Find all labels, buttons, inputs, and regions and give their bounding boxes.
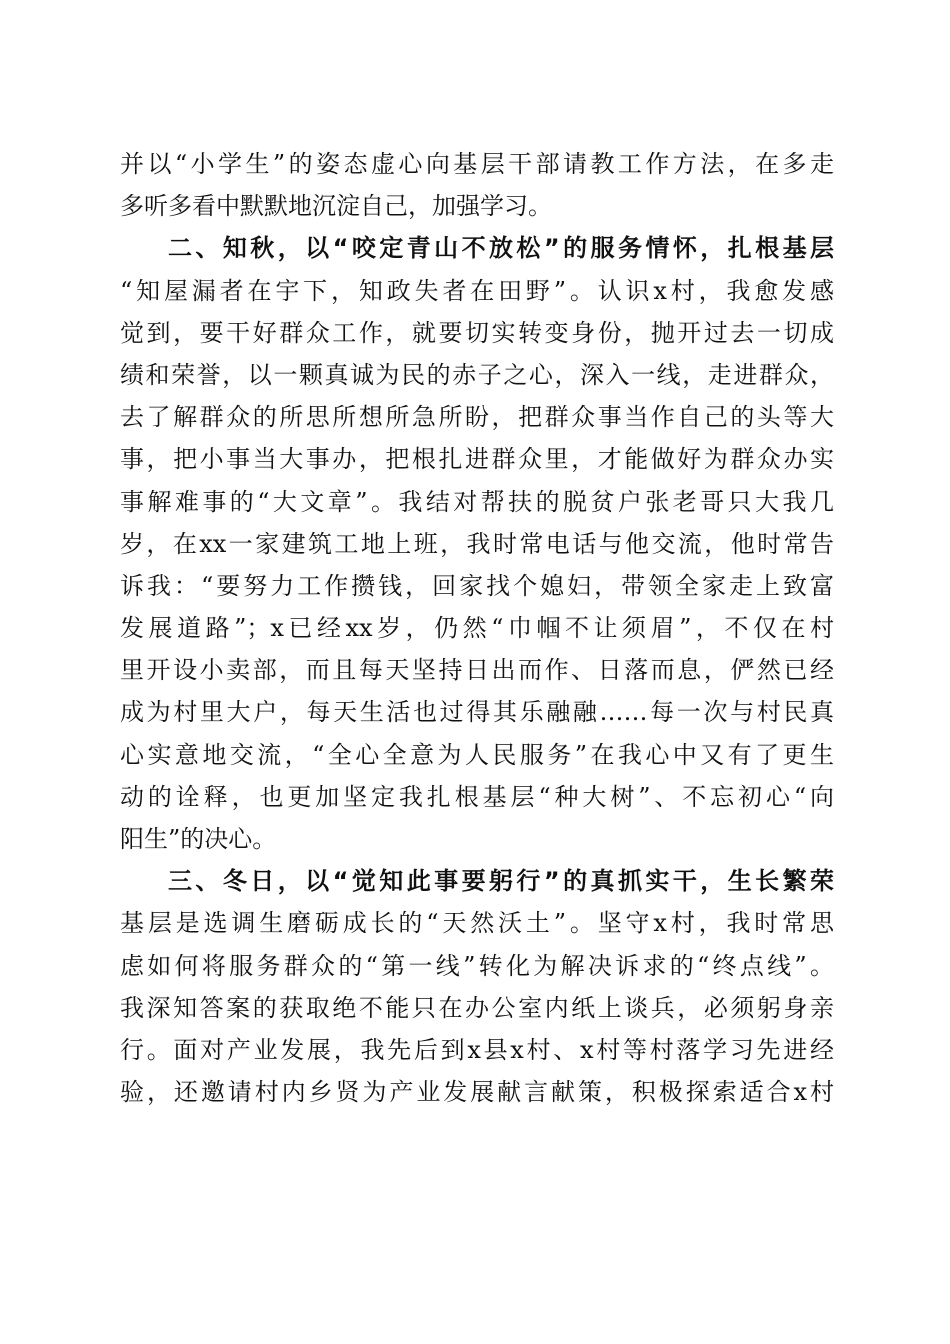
paragraph-2-line-4: 去了解群众的所思所想所急所盼，把群众事当作自己的头等大	[120, 403, 834, 432]
paragraph-2-line-13: 动的诠释，也更加坚定我扎根基层“种大树”、不忘初心“向	[120, 782, 834, 811]
paragraph-2-line-10: 里开设小卖部，而且每天坚持日出而作、日落而息，俨然已经	[120, 656, 834, 685]
document-page	[120, 143, 834, 1113]
paragraph-2-line-2: 觉到，要干好群众工作，就要切实转变身份，抛开过去一切成	[120, 318, 834, 347]
paragraph-2-line-8: 诉我：“要努力工作攒钱，回家找个媳妇，带领全家走上致富	[120, 571, 834, 600]
paragraph-1-line-1: 并以“小学生”的姿态虚心向基层干部请教工作方法，在多走	[120, 150, 834, 178]
paragraph-2-line-1: “知屋漏者在宇下，知政失者在田野”。认识x村，我愈发感	[120, 276, 834, 305]
paragraph-3-line-4: 行。面对产业发展，我先后到x县x村、x村等村落学习先进经	[120, 1035, 834, 1064]
paragraph-2-line-12: 心实意地交流，“全心全意为人民服务”在我心中又有了更生	[120, 740, 834, 769]
paragraph-2-line-11: 成为村里大户，每天生活也过得其乐融融……每一次与村民真	[120, 698, 834, 727]
paragraph-3-line-3: 我深知答案的获取绝不能只在办公室内纸上谈兵，必须躬身亲	[120, 993, 834, 1022]
section-heading-two: 二、知秋，以“咬定青山不放松”的服务情怀，扎根基层	[168, 234, 834, 263]
paragraph-2-line-3: 绩和荣誉，以一颗真诚为民的赤子之心，深入一线，走进群众，	[120, 360, 834, 389]
paragraph-2-line-5: 事，把小事当大事办，把根扎进群众里，才能做好为群众办实	[120, 445, 834, 474]
paragraph-3-line-1: 基层是选调生磨砺成长的“天然沃土”。坚守x村，我时常思	[120, 909, 834, 938]
paragraph-3-line-5: 验，还邀请村内乡贤为产业发展献言献策，积极探索适合x村	[120, 1078, 834, 1107]
section-heading-three: 三、冬日，以“觉知此事要躬行”的真抓实干，生长繁荣	[168, 867, 834, 896]
paragraph-2-line-7: 岁，在xx一家建筑工地上班，我时常电话与他交流，他时常告	[120, 529, 834, 558]
paragraph-1-line-2: 多听多看中默默地沉淀自己，加强学习。	[120, 192, 552, 221]
paragraph-2-line-9: 发展道路”；x已经xx岁，仍然“巾帼不让须眉”，不仅在村	[120, 614, 834, 643]
paragraph-3-line-2: 虑如何将服务群众的“第一线”转化为解决诉求的“终点线”。	[120, 951, 834, 980]
paragraph-2-line-6: 事解难事的“大文章”。我结对帮扶的脱贫户张老哥只大我几	[120, 487, 834, 516]
paragraph-2-line-14: 阳生”的决心。	[120, 825, 277, 853]
